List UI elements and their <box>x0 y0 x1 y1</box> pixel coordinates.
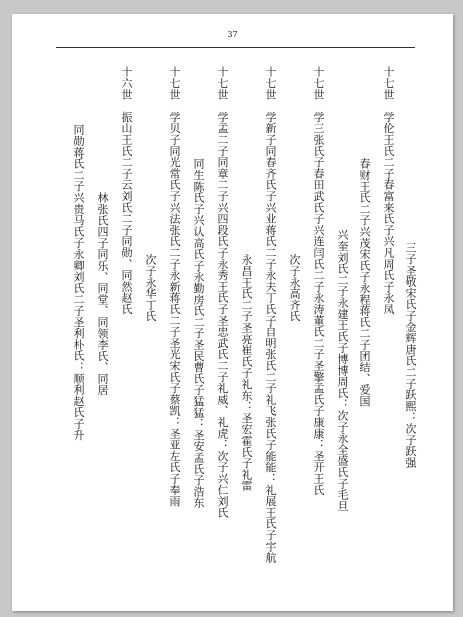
text-column: 十七世 学新子同春齐氏子兴业蒋氏二子永夫丁氏子自明张氏二子礼飞张氏子能能：礼展王氏子宇航 <box>264 66 277 564</box>
text-column: 同勋蒋氏二子兴贵马氏子永卿刘氏二子圣利朴氏：顺利赵氏子升 <box>72 124 85 441</box>
text-column: 十七世 学贝子同光常氏子兴法张氏二子永新蒋氏二子圣光宋氏子蔡凯：圣亚左氏子奉雨 <box>168 66 181 507</box>
text-column: 同生陈氏子兴认高氏子永勤房氏二子圣民曹氏子猛猛：圣安孟氏子浩东 <box>192 158 205 509</box>
text-column: 兴奎刘氏二子永建王氏子博博周氏：次子永全盛氏子毛旦 <box>336 229 349 512</box>
text-column: 三子圣敬宋氏子金辉唐氏二子跃熙：次子跃强 <box>404 242 417 468</box>
header-rule <box>56 47 415 48</box>
text-column: 次子永高齐氏 <box>288 254 301 322</box>
document-page <box>12 14 453 611</box>
text-column: 林张氏四子同乐、同堂、同领李氏、同居 <box>96 192 109 396</box>
page-number: 37 <box>227 30 238 39</box>
text-column: 春财王氏二子兴茂宋氏子永程蒋氏二子团结、爱国 <box>358 158 371 407</box>
text-column: 十七世 学孟二子同章二子兴四段氏子永秀王氏子圣忠武氏二子礼威、礼虎：次子兴仁刘氏 <box>216 66 229 518</box>
text-column: 十七世 学三张氏子春田武氏子兴连闫氏二子永涛董氏二子圣擎孟氏子康康：圣开王氏 <box>312 66 325 496</box>
text-column: 永昌王氏二子圣亮崔氏子礼东：圣宏霍氏子礼雷 <box>240 254 253 492</box>
text-column: 十七世 学伦王氏二子春富来氏子兴凡周氏子永凤 <box>382 66 395 315</box>
text-column: 次子永华丁氏 <box>144 254 157 322</box>
text-column: 十六世 振山王氏二子云刘氏二子同勋、同然赵氏 <box>120 66 133 315</box>
